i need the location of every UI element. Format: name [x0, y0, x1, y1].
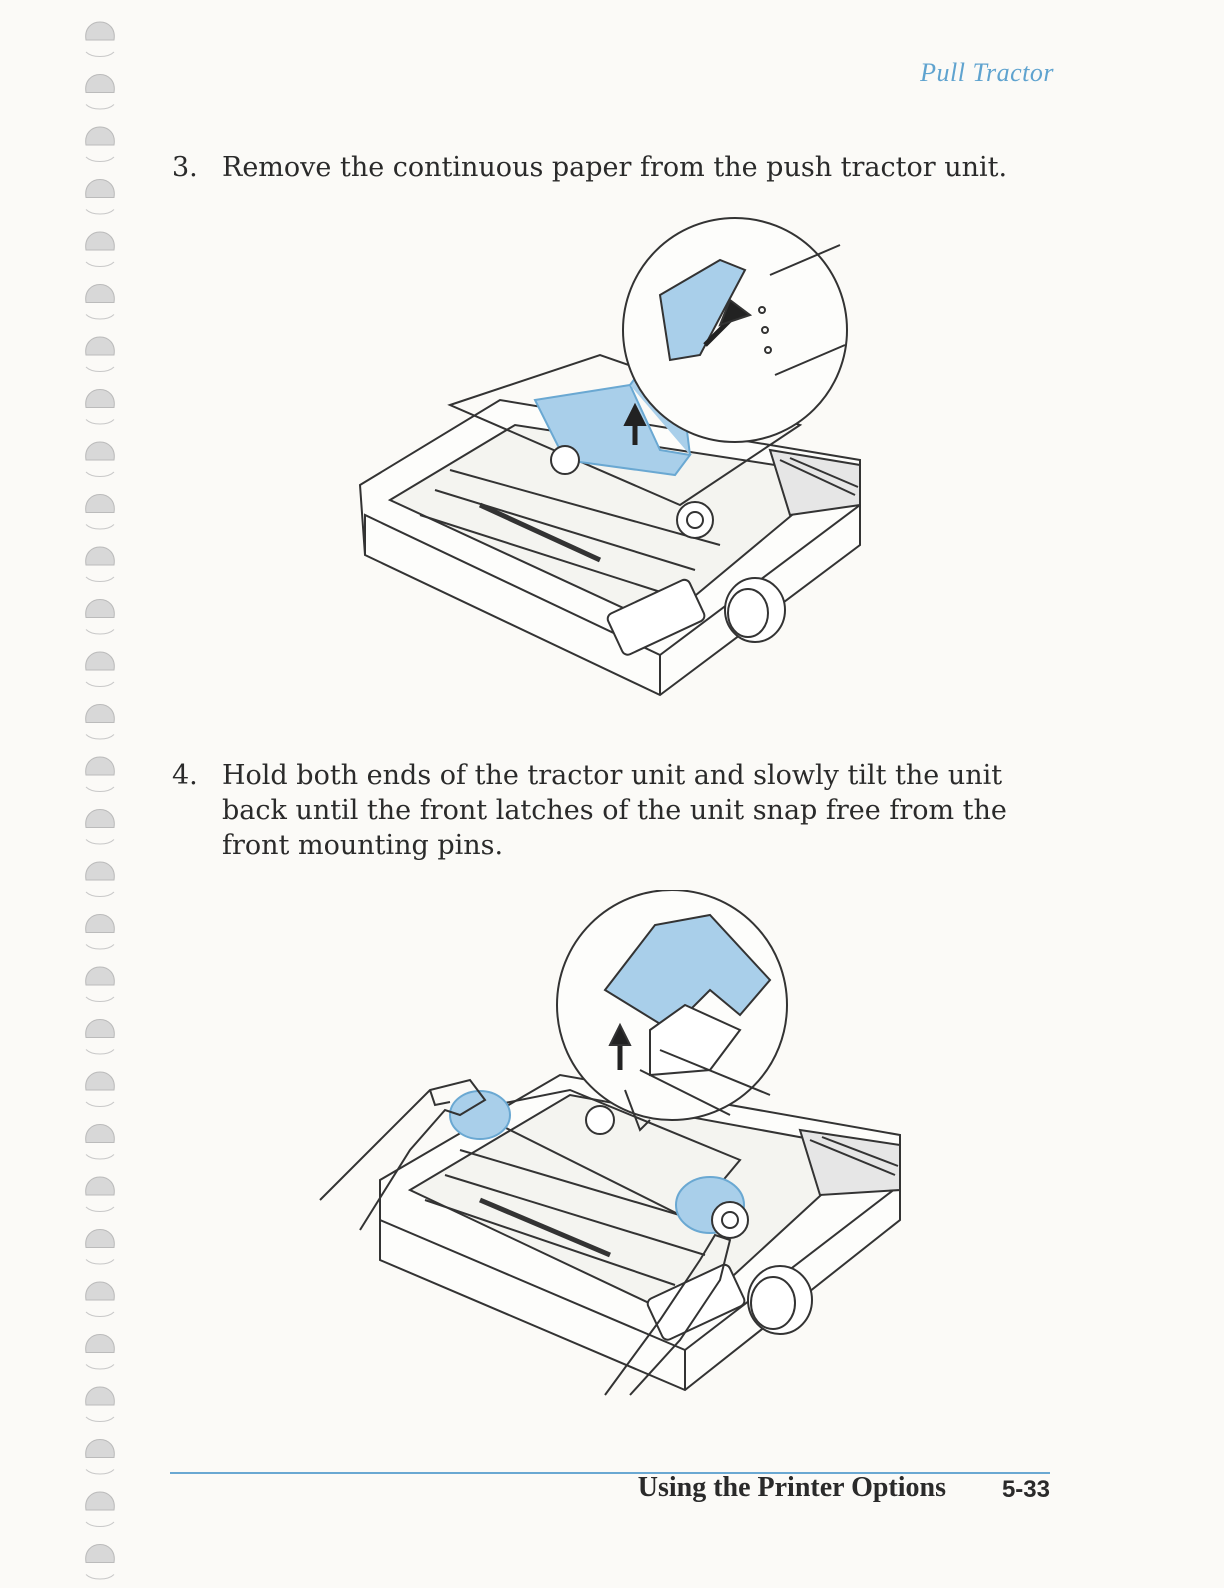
step-4	[172, 758, 1052, 863]
binding-hole-shadow	[86, 630, 114, 635]
binding-hole	[86, 547, 115, 565]
binding-hole-shadow	[86, 577, 114, 582]
binding-hole	[86, 1072, 115, 1090]
binding-hole	[86, 862, 115, 880]
binding-hole-shadow	[86, 472, 114, 477]
binding-hole-shadow	[86, 367, 114, 372]
binding-hole	[86, 180, 115, 198]
binding-hole-shadow	[86, 157, 114, 162]
binding-hole	[86, 757, 115, 775]
binding-hole-shadow	[86, 105, 114, 110]
footer-section-title: Using the Printer Options	[637, 1472, 946, 1503]
binding-hole	[86, 232, 115, 250]
binding-hole	[86, 1125, 115, 1143]
binding-hole-shadow	[86, 210, 114, 215]
binding-hole	[86, 967, 115, 985]
binding-hole-shadow	[86, 420, 114, 425]
binding-hole-shadow	[86, 1207, 114, 1212]
binding-hole	[86, 1492, 115, 1510]
binding-hole-shadow	[86, 315, 114, 320]
binding-hole-shadow	[86, 892, 114, 897]
binding-hole	[86, 1545, 115, 1563]
binding-hole-shadow	[86, 1155, 114, 1160]
binding-hole	[86, 22, 115, 40]
binding-hole-shadow	[86, 525, 114, 530]
binding-hole-shadow	[86, 262, 114, 267]
binding-hole	[86, 75, 115, 93]
binding-hole-shadow	[86, 1365, 114, 1370]
binding-hole	[86, 337, 115, 355]
binding-hole-shadow	[86, 735, 114, 740]
binding-hole	[86, 915, 115, 933]
binding-hole	[86, 600, 115, 618]
binding-hole	[86, 390, 115, 408]
binding-hole	[86, 1020, 115, 1038]
binding-hole	[86, 442, 115, 460]
binding-hole	[86, 285, 115, 303]
step-text: Hold both ends of the tractor unit and slowly tilt the unit back until the front latches of the unit snap free from the front mounting pins.	[222, 760, 1007, 861]
binding-hole-shadow	[86, 1575, 114, 1580]
running-head: Pull Tractor	[920, 58, 1054, 87]
binding-hole	[86, 810, 115, 828]
binding-hole-shadow	[86, 945, 114, 950]
spiral-binding	[0, 0, 120, 1584]
binding-hole	[86, 705, 115, 723]
binding-hole-shadow	[86, 682, 114, 687]
binding-hole-shadow	[86, 1050, 114, 1055]
binding-hole	[86, 1335, 115, 1353]
binding-hole-shadow	[86, 840, 114, 845]
step-3	[172, 150, 1052, 185]
binding-hole	[86, 1230, 115, 1248]
binding-hole	[86, 127, 115, 145]
binding-hole-shadow	[86, 1522, 114, 1527]
binding-hole	[86, 1177, 115, 1195]
printer-remove-paper-illustration	[300, 215, 880, 725]
binding-hole-shadow	[86, 1260, 114, 1265]
binding-hole	[86, 652, 115, 670]
step-number: 4.	[172, 760, 198, 791]
tilt-tractor-unit-illustration	[210, 890, 930, 1400]
binding-hole-shadow	[86, 997, 114, 1002]
binding-hole-shadow	[86, 1102, 114, 1107]
page-number: 5-33	[1001, 1476, 1050, 1503]
binding-hole-shadow	[86, 1470, 114, 1475]
binding-hole	[86, 1440, 115, 1458]
binding-hole	[86, 1387, 115, 1405]
binding-hole-shadow	[86, 1312, 114, 1317]
binding-hole-shadow	[86, 787, 114, 792]
binding-hole	[86, 1282, 115, 1300]
binding-hole-shadow	[86, 52, 114, 57]
binding-hole-shadow	[86, 1417, 114, 1422]
binding-hole	[86, 495, 115, 513]
step-number: 3.	[172, 152, 198, 183]
step-text: Remove the continuous paper from the push tractor unit.	[222, 152, 1008, 183]
binding-holes-graphic	[0, 0, 120, 1584]
